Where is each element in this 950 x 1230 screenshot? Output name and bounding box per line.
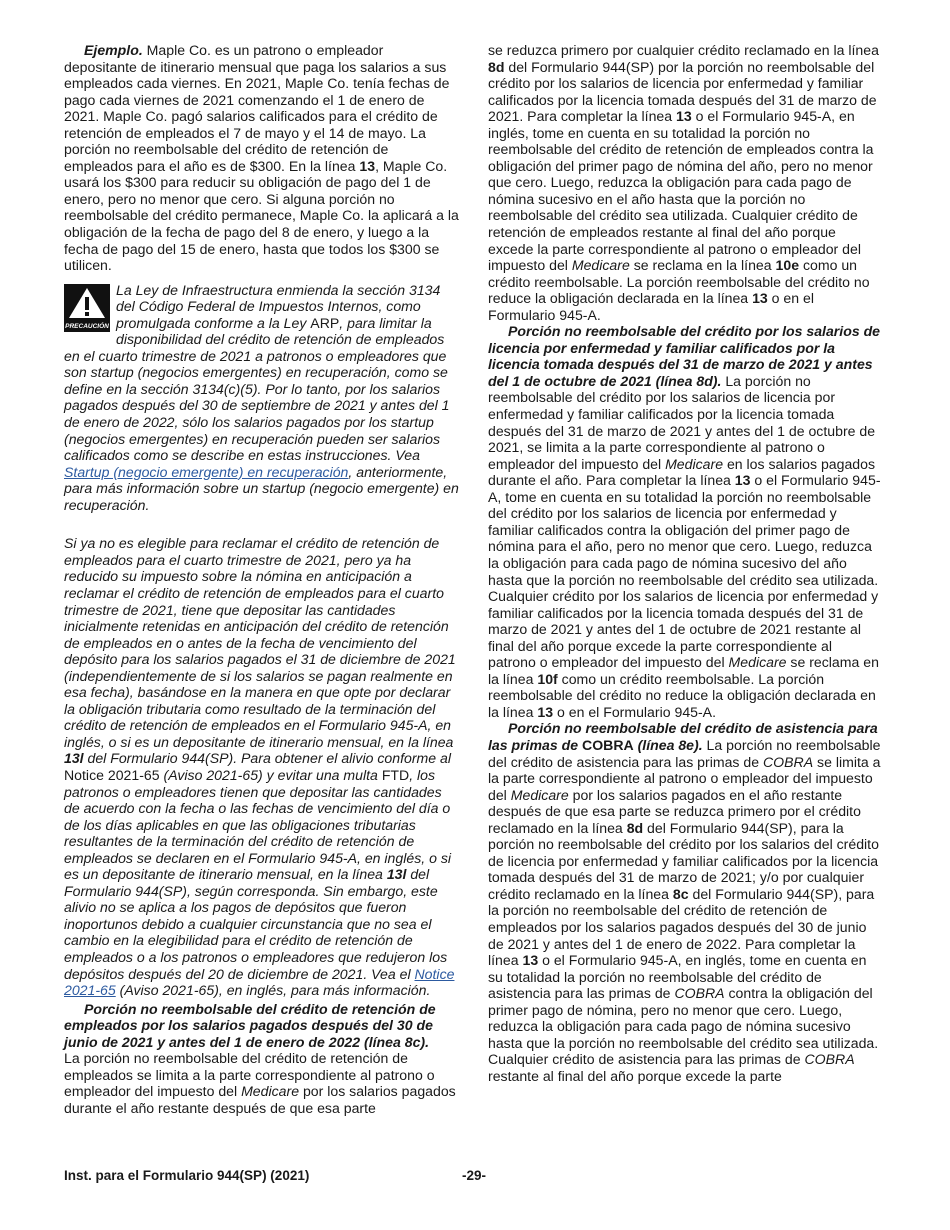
caution-text: La Ley de Infraestructura enmienda la sección 3134 del Código Federal de Impuestos Internos, como promulgada conforme a la Ley ARP, para limitar la disponibilidad del crédito de retención de empleados en el cuarto trimestre de 2021 a patronos o empleadores que son startup (negocios emergentes) en recuperación, como se define en la sección 3134(c)(5). Por lo tanto, por los salarios pagados después del 30 de septiembre de 2021 y antes del 1 de enero de 2022, sólo los salarios pagados por los startup (negocios emergentes) en recuperación pueden ser salarios calificados como se describe en estas instrucciones. Vea Startup (negocio emergente) en recuperación, anteriormente, para más información sobre un startup (negocio emergente) en recuperación. bbox=[64, 281, 459, 513]
spacer bbox=[64, 513, 459, 535]
example-paragraph: Ejemplo. Maple Co. es un patrono o empleador depositante de itinerario mensual que paga los salarios a sus empleados cada viernes. En 2021, Maple Co. tenía fechas de pago cada viernes de 2021 comenzando el 1 de enero de 2021. Maple Co. pagó salarios calificados para el crédito de retención de empleados el 7 de mayo y el 14 de mayo. La porción no reembolsable del crédito de retención de empleados para el año es de $300. En la línea 13, Maple Co. usará los $300 para reducir su obligación de pago del 1 de enero, pero no menor que cero. Si alguna porción no reembolsable del crédito permanece, Maple Co. la aplicará a la obligación de la fecha de pago del 8 de enero, y luego a la fecha de pago del 15 de enero, hasta que todos los $300 se utilicen. bbox=[64, 42, 459, 274]
footer-form-title: Inst. para el Formulario 944(SP) (2021) bbox=[64, 1168, 310, 1183]
notice-2021-65-link[interactable]: Notice 2021-65 bbox=[64, 965, 455, 999]
no-eligibility-paragraph: Si ya no es elegible para reclamar el crédito de retención de empleados para el cuarto trimestre de 2021, pero ya ha reducido su impuesto sobre la nómina en anticipación a reclamar el crédito de retención de empleados para el cuarto trimestre de 2021, tiene que depositar las cantidades inicialmente retenidas en anticipación del crédito de retención de empleados en o antes de la fecha de vencimiento del depósito para los salarios pagados el 31 de diciembre de 2021 (independientemente de si los salarios se pagan realmente en esa fecha), basándose en la manera en que opte por declarar la obligación tributaria como resultado de la terminación del crédito de retención de empleados en el Formulario 945-A, en inglés, o si es un depositante de itinerario mensual, en la línea 13l del Formulario 944(SP). Para obtener el alivio conforme al Notice 2021-65 (Aviso 2021-65) y evitar una multa FTD, los patronos o empleadores tienen que depositar las cantidades de acuerdo con la fecha o las fechas de vencimiento del día o de los días aplicables en que las obligaciones tributarias resultantes de la terminación del crédito de retención de empleados se declaren en el Formulario 945-A, en inglés, o si es un depositante de itinerario mensual, en la línea 13l del Formulario 944(SP), según corresponda. Sin embargo, este alivio no se aplica a los pagos de depósitos que fueron inoportunos debido a cualquier circunstancia que no sea el cambio en la elegibilidad para el crédito de retención de empleados o a los patronos o empleadores que redujeron los depósitos después del 20 de diciembre de 2021. Vea el Notice 2021-65 (Aviso 2021-65), en inglés, para más información. bbox=[64, 535, 456, 999]
page-number: -29- bbox=[462, 1168, 487, 1183]
erc-section: Porción no reembolsable del crédito de retención de empleados por los salarios pagados después del 30 de junio de 2021 y antes del 1 de enero de 2022 (línea 8c). La porción no reembolsable del crédito de retención de empleados se limita a la parte correspondiente al patrono o empleador del impuesto del Medicare por los salarios pagados durante el año restante después de que esa parte bbox=[64, 1000, 456, 1116]
right-column bbox=[488, 42, 883, 1084]
cobra-heading: Porción no reembolsable del crédito de asistencia para las primas de COBRA (línea 8e). bbox=[488, 720, 878, 753]
continuation-paragraph: se reduzca primero por cualquier crédito reclamado en la línea 8d del Formulario 944(SP) por la porción no reembolsable del crédito por los salarios de licencia por enfermedad y familiar calificados por la licencia tomada después del 31 de marzo de 2021. Para completar la línea 13 o el Formulario 945-A, en inglés, tome en cuenta en su totalidad la porción no reembolsable del crédito de retención de empleados contra la obligación del primer pago de nómina del año, pero no menor que cero. Luego, reduzca la obligación para cada pago de nómina sucesivo en el año hasta que la porción no reembolsable del crédito sea utilizada. Cualquier crédito de retención de empleados restante al final del año porque excede la parte correspondiente al patrono o empleador del impuesto del Medicare se reclama en la línea 10e como un crédito reembolsable. La porción reembolsable del crédito no reduce la obligación declarada en la línea 13 o en el Formulario 945-A. bbox=[488, 42, 879, 323]
left-column bbox=[64, 42, 459, 1116]
sick-leave-heading: Porción no reembolsable del crédito por los salarios de licencia por enfermedad y familiar calificados por la licencia tomada después del 31 de marzo de 2021 y antes del 1 de octubre de 2021 (línea 8d). bbox=[488, 323, 881, 389]
startup-link[interactable]: Startup (negocio emergente) en recuperación bbox=[64, 463, 349, 480]
example-label: Ejemplo. bbox=[84, 42, 143, 58]
sick-leave-section: Porción no reembolsable del crédito por los salarios de licencia por enfermedad y familiar calificados por la licencia tomada después del 31 de marzo de 2021 y antes del 1 de octubre de 2021 (línea 8d). La porción no reembolsable del crédito por los salarios de licencia por enfermedad y familiar calificados por la licencia tomada después del 31 de marzo de 2021 y antes del 1 de octubre de 2021, se limita a la parte correspondiente al patrono o empleador del impuesto del Medicare en los salarios pagados durante el año. Para completar la línea 13 o el Formulario 945-A, tome en cuenta en su totalidad la porción no reembolsable del crédito por los salarios de licencia por enfermedad y familiar calificados contra la obligación del primer pago de nómina para el año, pero no menor que cero. Luego, reduzca la obligación para cada pago de nómina sucesivo del año hasta que la porción no reembolsable del crédito sea utilizada. Cualquier crédito por los salarios de licencia por enfermedad y familiar calificados por la licencia tomada después del 31 de marzo de 2021 y antes del 1 de octubre de 2021 restante al final del año porque excede la parte correspondiente al patrono o empleador del impuesto del Medicare se reclama en la línea 10f como un crédito reembolsable. La porción reembolsable del crédito no reduce la obligación declarada en la línea 13 o en el Formulario 945-A. bbox=[488, 323, 881, 720]
erc-heading: Porción no reembolsable del crédito de retención de empleados por los salarios pagados después del 30 de junio de 2021 y antes del 1 de enero de 2022 (línea 8c). bbox=[64, 1000, 436, 1050]
cobra-section: Porción no reembolsable del crédito de asistencia para las primas de COBRA (línea 8e). La porción no reembolsable del crédito de asistencia para las primas de COBRA se limita a la parte correspondiente al patrono o empleador del impuesto del Medicare por los salarios pagados en el año restante después de que esa parte se reduzca primero por el crédito reclamado en la línea 8d del Formulario 944(SP), para la porción no reembolsable del crédito por los salarios del crédito de licencia por enfermedad y familiar calificados por la licencia tomada después del 31 de marzo de 2021; y/o por cualquier crédito reclamado en la línea 8c del Formulario 944(SP), para la porción no reembolsable del crédito de retención de empleados por los salarios pagados después del 30 de junio de 2021 y antes del 1 de enero de 2022. Para completar la línea 13 o el Formulario 945-A, en inglés, tome en cuenta en su totalidad la porción no reembolsable del crédito de asistencia para las primas de COBRA contra la obligación del primer pago de nómina, pero no menor que cero. Luego, reduzca la obligación para cada pago de nómina sucesivo hasta que la porción no reembolsable del crédito sea utilizada. Cualquier crédito de asistencia para las primas de COBRA restante al final del año porque excede la parte bbox=[488, 720, 881, 1084]
caution-icon bbox=[64, 284, 110, 332]
caution-note bbox=[64, 282, 459, 514]
svg-text:PRECAUCIÓN: PRECAUCIÓN bbox=[65, 322, 109, 330]
